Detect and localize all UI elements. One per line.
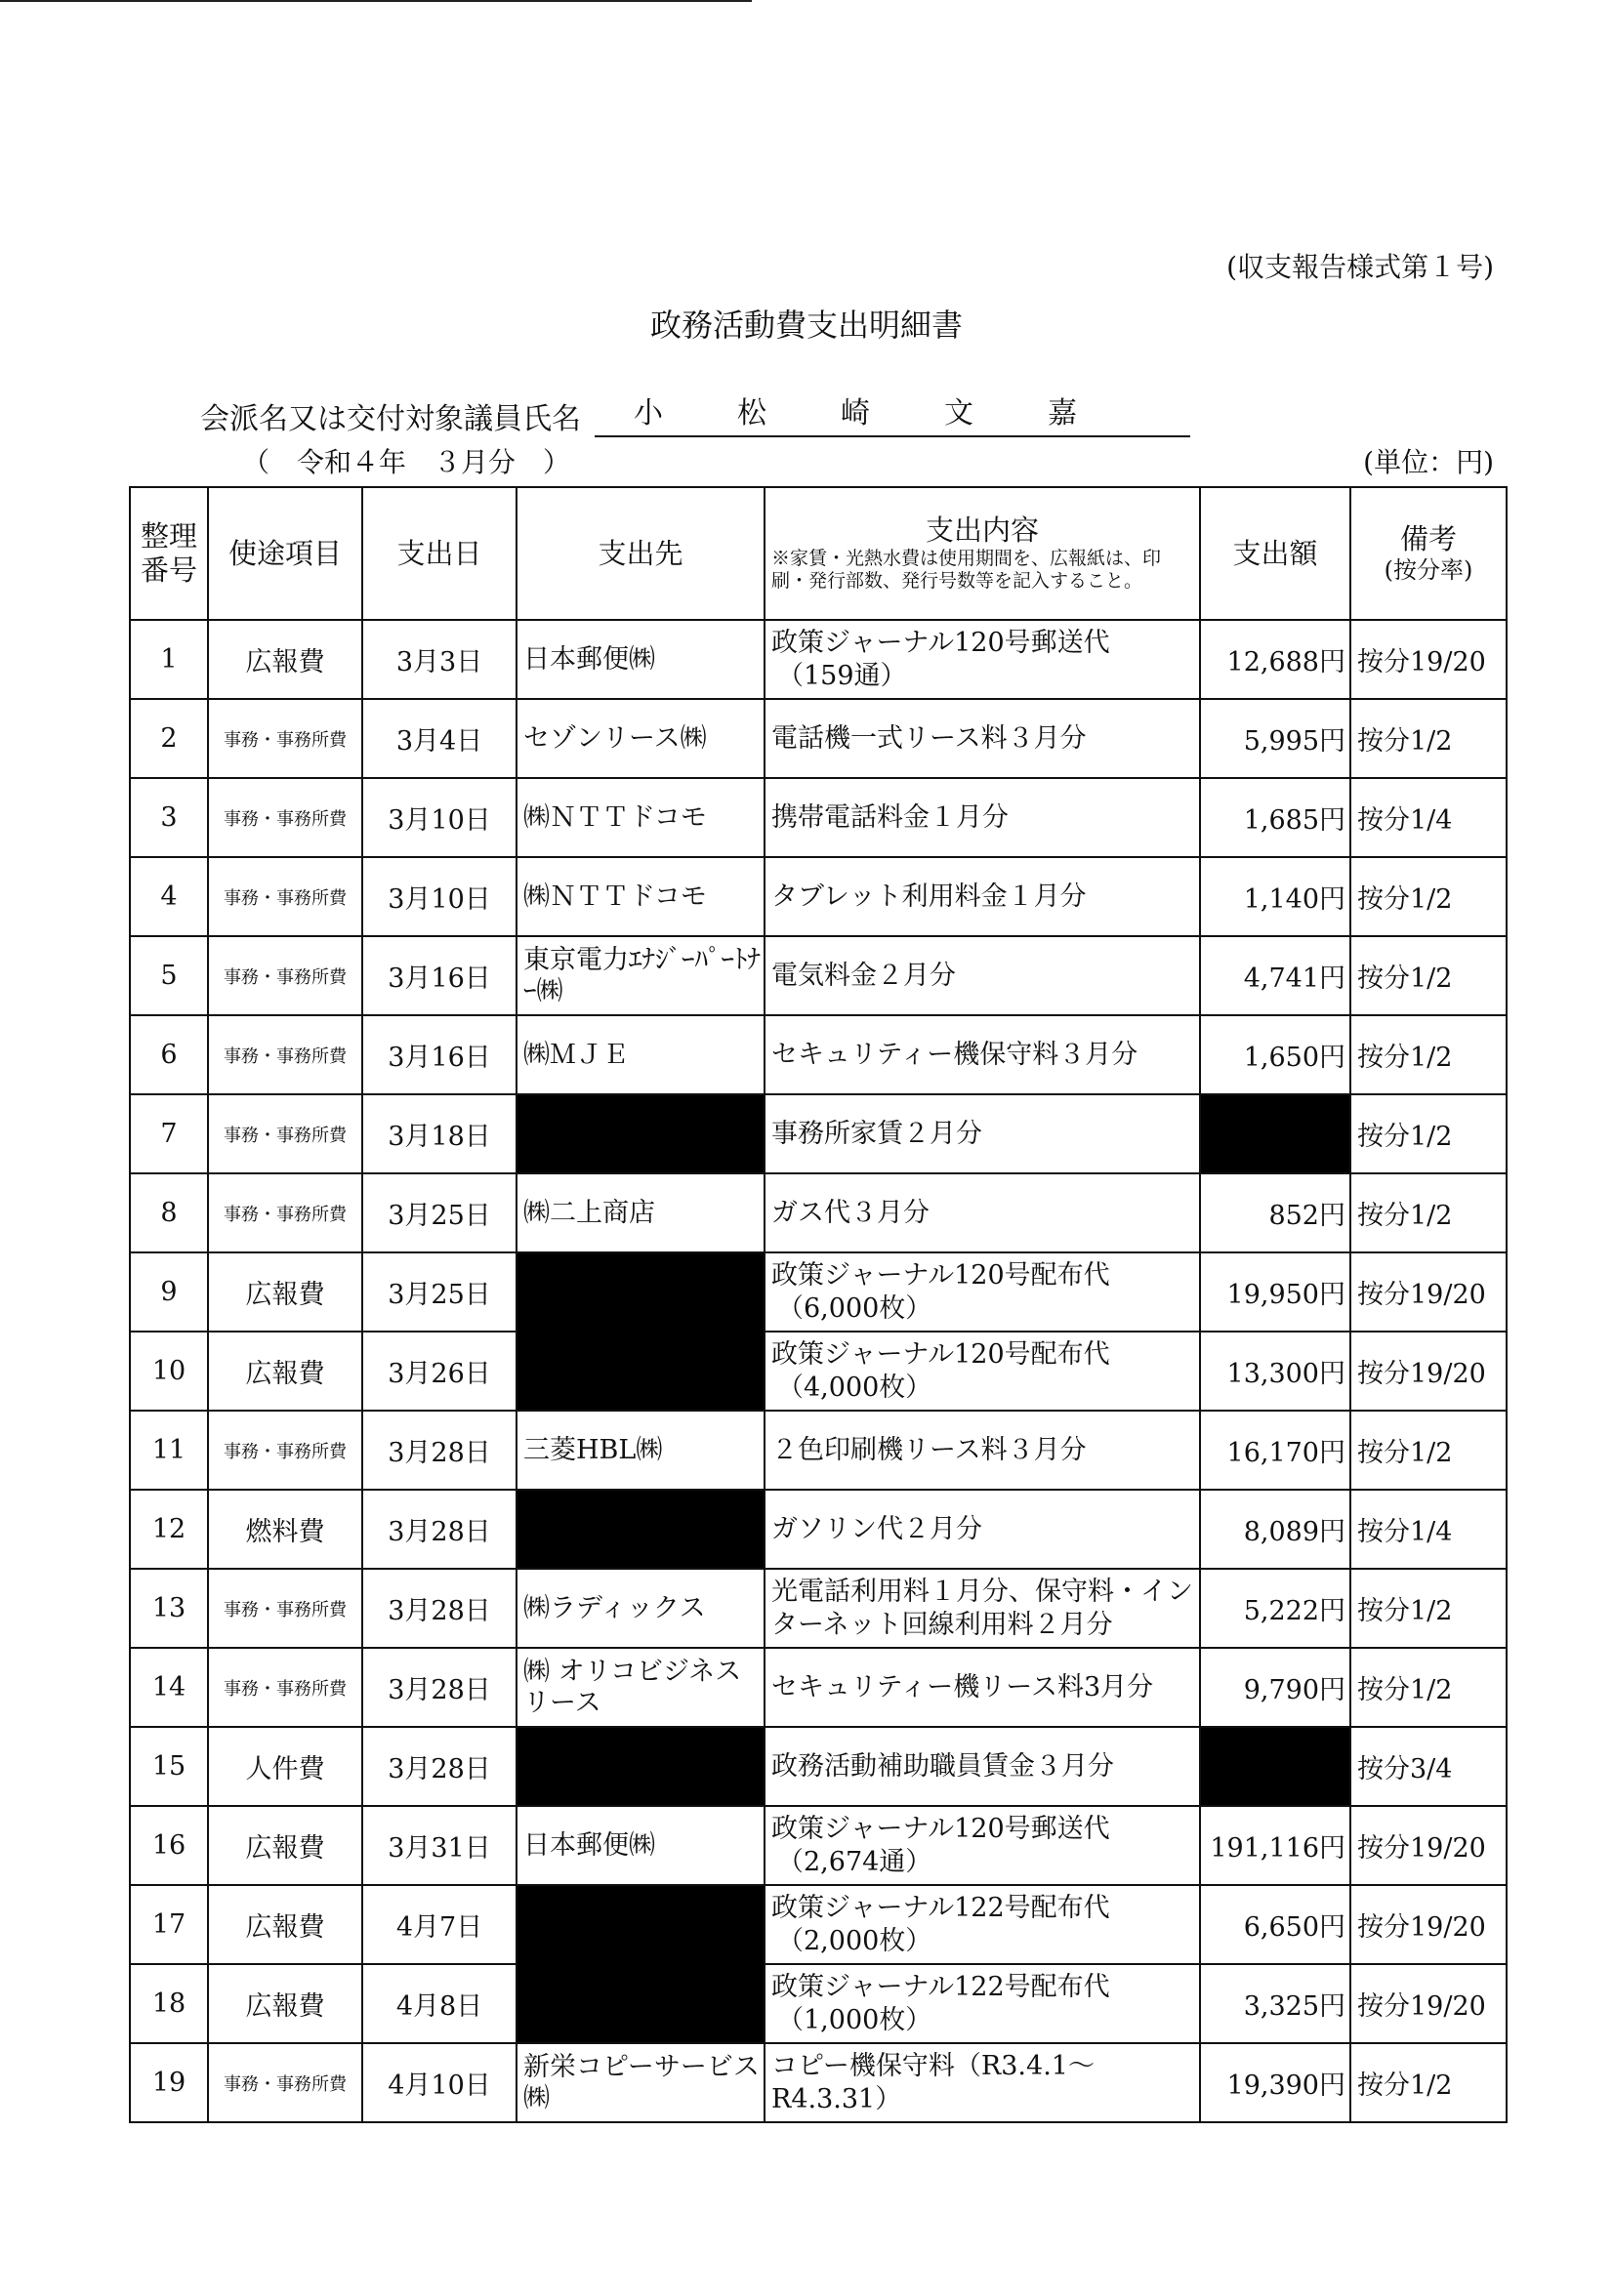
row-amount: 19,390円 — [1200, 2043, 1350, 2122]
row-amount: 852円 — [1200, 1173, 1350, 1252]
row-amount: 1,685円 — [1200, 778, 1350, 857]
table-row — [130, 857, 1507, 936]
row-payee-redacted — [517, 1490, 765, 1569]
row-number: 13 — [130, 1569, 208, 1648]
row-date: 3月4日 — [362, 699, 517, 778]
row-date: 3月10日 — [362, 857, 517, 936]
row-description-line1: ガソリン代２月分 — [771, 1513, 982, 1544]
row-date: 3月16日 — [362, 1015, 517, 1094]
row-date: 4月10日 — [362, 2043, 517, 2122]
row-date: 3月3日 — [362, 620, 517, 699]
row-description — [765, 1015, 1200, 1094]
row-amount: 5,995円 — [1200, 699, 1350, 778]
top-border-line — [0, 0, 752, 2]
row-allocation-note: 按分1/4 — [1350, 778, 1507, 857]
row-payee: セゾンリース㈱ — [517, 699, 765, 778]
row-use-category: 広報費 — [208, 1964, 362, 2043]
row-description-line2: （4,000枚） — [777, 1372, 932, 1403]
row-date: 3月28日 — [362, 1569, 517, 1648]
row-description — [765, 857, 1200, 936]
table-row — [130, 1332, 1507, 1411]
row-date: 3月28日 — [362, 1727, 517, 1806]
row-description — [765, 778, 1200, 857]
row-use-category: 事務・事務所費 — [208, 1015, 362, 1094]
row-number: 18 — [130, 1964, 208, 2043]
row-description — [765, 1252, 1200, 1332]
table-row — [130, 778, 1507, 857]
row-allocation-note: 按分1/4 — [1350, 1490, 1507, 1569]
header-description-note: ※家賃・光熱水費は使用期間を、広報紙は、印刷・発行部数、発行号数等を記入すること。 — [771, 547, 1162, 593]
row-description — [765, 1569, 1200, 1648]
row-description — [765, 699, 1200, 778]
row-use-category: 事務・事務所費 — [208, 2043, 362, 2122]
table-header-row — [130, 487, 1507, 620]
row-payee: ㈱ラディックス — [517, 1569, 765, 1648]
row-use-category: 事務・事務所費 — [208, 1094, 362, 1173]
row-payee: ㈱ オリコビジネスリース — [517, 1648, 765, 1727]
table-row — [130, 1727, 1507, 1806]
row-date: 3月31日 — [362, 1806, 517, 1885]
header-date: 支出日 — [362, 487, 517, 620]
row-description-line1: タブレット利用料金１月分 — [771, 881, 1087, 912]
row-number: 14 — [130, 1648, 208, 1727]
row-description-line1: セキュリティー機保守料３月分 — [771, 1039, 1138, 1070]
row-use-category: 事務・事務所費 — [208, 778, 362, 857]
row-use-category: 事務・事務所費 — [208, 1411, 362, 1490]
row-amount: 8,089円 — [1200, 1490, 1350, 1569]
row-allocation-note: 按分19/20 — [1350, 1332, 1507, 1411]
row-allocation-note: 按分1/2 — [1350, 1569, 1507, 1648]
table-row — [130, 1964, 1507, 2043]
row-allocation-note: 按分1/2 — [1350, 1015, 1507, 1094]
row-use-category: 事務・事務所費 — [208, 936, 362, 1015]
row-allocation-note: 按分1/2 — [1350, 2043, 1507, 2122]
row-use-category: 広報費 — [208, 1806, 362, 1885]
row-allocation-note: 按分1/2 — [1350, 1094, 1507, 1173]
row-description — [765, 620, 1200, 699]
member-name-row — [200, 389, 1190, 437]
row-amount: 4,741円 — [1200, 936, 1350, 1015]
header-note-line1: 備考 — [1399, 522, 1457, 556]
row-description-line1: 電話機一式リース料３月分 — [771, 722, 1087, 754]
row-allocation-note: 按分1/2 — [1350, 857, 1507, 936]
row-number: 1 — [130, 620, 208, 699]
row-allocation-note: 按分19/20 — [1350, 620, 1507, 699]
row-date: 3月28日 — [362, 1490, 517, 1569]
row-payee-redacted — [517, 1252, 765, 1411]
row-number: 19 — [130, 2043, 208, 2122]
row-date: 3月28日 — [362, 1411, 517, 1490]
row-use-category: 事務・事務所費 — [208, 1648, 362, 1727]
row-amount-redacted — [1200, 1094, 1350, 1173]
row-date: 3月10日 — [362, 778, 517, 857]
member-name-value: 小松崎文嘉 — [595, 389, 1190, 437]
table-row — [130, 1252, 1507, 1332]
row-number: 4 — [130, 857, 208, 936]
row-description-line1: 電気料金２月分 — [771, 960, 956, 991]
table-row — [130, 1015, 1507, 1094]
row-allocation-note: 按分19/20 — [1350, 1252, 1507, 1332]
row-payee-redacted — [517, 1885, 765, 2043]
row-description — [765, 1411, 1200, 1490]
row-number: 5 — [130, 936, 208, 1015]
row-use-category: 燃料費 — [208, 1490, 362, 1569]
row-number: 16 — [130, 1806, 208, 1885]
document-title: 政務活動費支出明細書 — [649, 307, 963, 344]
row-payee: 東京電力ｴﾅｼﾞｰﾊﾟｰﾄﾅｰ㈱ — [517, 936, 765, 1015]
row-description-line1: 政策ジャーナル120号配布代 — [771, 1259, 1110, 1291]
row-description — [765, 1094, 1200, 1173]
row-payee: 日本郵便㈱ — [517, 1806, 765, 1885]
row-amount: 9,790円 — [1200, 1648, 1350, 1727]
row-date: 3月25日 — [362, 1173, 517, 1252]
row-use-category: 広報費 — [208, 1885, 362, 1964]
header-number-line1: 整理 — [140, 519, 197, 554]
row-date: 4月7日 — [362, 1885, 517, 1964]
row-number: 15 — [130, 1727, 208, 1806]
row-description — [765, 1885, 1200, 1964]
row-description-line1: 政策ジャーナル122号配布代 — [771, 1971, 1110, 2002]
row-allocation-note: 按分19/20 — [1350, 1806, 1507, 1885]
row-description — [765, 1648, 1200, 1727]
row-use-category: 人件費 — [208, 1727, 362, 1806]
row-payee: 三菱HBL㈱ — [517, 1411, 765, 1490]
row-date: 4月8日 — [362, 1964, 517, 2043]
row-number: 12 — [130, 1490, 208, 1569]
row-amount: 1,140円 — [1200, 857, 1350, 936]
row-number: 9 — [130, 1252, 208, 1332]
row-allocation-note: 按分1/2 — [1350, 1648, 1507, 1727]
row-date: 3月16日 — [362, 936, 517, 1015]
row-description — [765, 1173, 1200, 1252]
row-use-category: 広報費 — [208, 1252, 362, 1332]
header-amount: 支出額 — [1200, 487, 1350, 620]
row-payee: ㈱ＭＪＥ — [517, 1015, 765, 1094]
row-description-line1: 事務所家賃２月分 — [771, 1118, 982, 1149]
row-amount: 191,116円 — [1200, 1806, 1350, 1885]
row-number: 2 — [130, 699, 208, 778]
row-amount: 1,650円 — [1200, 1015, 1350, 1094]
row-number: 3 — [130, 778, 208, 857]
expense-table — [129, 486, 1508, 2123]
table-row — [130, 699, 1507, 778]
currency-unit: (単位：円) — [1363, 446, 1494, 478]
row-amount: 13,300円 — [1200, 1332, 1350, 1411]
header-number-line2: 番号 — [140, 554, 197, 587]
table-row — [130, 620, 1507, 699]
header-payee: 支出先 — [517, 487, 765, 620]
row-payee-redacted — [517, 1727, 765, 1806]
row-use-category: 広報費 — [208, 1332, 362, 1411]
row-date: 3月28日 — [362, 1648, 517, 1727]
row-amount: 6,650円 — [1200, 1885, 1350, 1964]
row-allocation-note: 按分19/20 — [1350, 1885, 1507, 1964]
row-description-line2: （1,000枚） — [777, 2004, 932, 2035]
table-row — [130, 1490, 1507, 1569]
header-description-title: 支出内容 — [925, 512, 1039, 547]
row-number: 8 — [130, 1173, 208, 1252]
header-use: 使途項目 — [208, 487, 362, 620]
row-amount: 12,688円 — [1200, 620, 1350, 699]
row-amount-redacted — [1200, 1727, 1350, 1806]
row-date: 3月25日 — [362, 1252, 517, 1332]
header-note — [1350, 487, 1507, 620]
row-payee: ㈱ＮＴＴドコモ — [517, 857, 765, 936]
member-name-label: 会派名又は交付対象議員氏名 — [200, 402, 581, 436]
row-allocation-note: 按分1/2 — [1350, 1411, 1507, 1490]
row-description-line1: 政策ジャーナル120号郵送代 — [771, 627, 1110, 658]
row-description — [765, 936, 1200, 1015]
row-description — [765, 2043, 1200, 2122]
row-allocation-note: 按分1/2 — [1350, 699, 1507, 778]
row-use-category: 広報費 — [208, 620, 362, 699]
row-date: 3月18日 — [362, 1094, 517, 1173]
row-number: 10 — [130, 1332, 208, 1411]
row-description-line1: 政策ジャーナル120号配布代 — [771, 1338, 1110, 1370]
row-description-line1: 政策ジャーナル120号郵送代 — [771, 1813, 1110, 1844]
table-row — [130, 1094, 1507, 1173]
row-description-line2: （6,000枚） — [777, 1292, 932, 1324]
table-row — [130, 936, 1507, 1015]
row-number: 6 — [130, 1015, 208, 1094]
row-use-category: 事務・事務所費 — [208, 1173, 362, 1252]
row-description-line1: 光電話利用料１月分、保守料・インターネット回線利用料２月分 — [771, 1576, 1193, 1640]
row-amount: 3,325円 — [1200, 1964, 1350, 2043]
row-description-line1: セキュリティー機リース料3月分 — [771, 1671, 1154, 1702]
table-row — [130, 1806, 1507, 1885]
row-use-category: 事務・事務所費 — [208, 1569, 362, 1648]
row-amount: 16,170円 — [1200, 1411, 1350, 1490]
row-description-line1: ２色印刷機リース料３月分 — [771, 1434, 1087, 1465]
row-number: 17 — [130, 1885, 208, 1964]
table-row — [130, 1885, 1507, 1964]
row-description-line2: （159通） — [777, 660, 907, 691]
row-description-line1: 政策ジャーナル122号配布代 — [771, 1892, 1110, 1923]
row-payee: 日本郵便㈱ — [517, 620, 765, 699]
row-number: 11 — [130, 1411, 208, 1490]
row-amount: 19,950円 — [1200, 1252, 1350, 1332]
row-description-line2: （2,000枚） — [777, 1925, 932, 1956]
row-allocation-note: 按分3/4 — [1350, 1727, 1507, 1806]
row-use-category: 事務・事務所費 — [208, 699, 362, 778]
row-description — [765, 1490, 1200, 1569]
row-description-line1: コピー機保守料（R3.4.1～R4.3.31） — [771, 2050, 1095, 2114]
table-row — [130, 1411, 1507, 1490]
row-date: 3月26日 — [362, 1332, 517, 1411]
header-description — [765, 487, 1200, 620]
row-description — [765, 1332, 1200, 1411]
table-row — [130, 1569, 1507, 1648]
table-row — [130, 1648, 1507, 1727]
form-number: (収支報告様式第１号) — [1226, 251, 1494, 283]
header-note-line2: (按分率) — [1384, 556, 1473, 584]
row-number: 7 — [130, 1094, 208, 1173]
row-allocation-note: 按分1/2 — [1350, 1173, 1507, 1252]
row-payee: ㈱ＮＴＴドコモ — [517, 778, 765, 857]
row-description-line2: （2,674通） — [777, 1846, 932, 1877]
row-use-category: 事務・事務所費 — [208, 857, 362, 936]
header-number — [130, 487, 208, 620]
row-description — [765, 1727, 1200, 1806]
row-description — [765, 1806, 1200, 1885]
row-amount: 5,222円 — [1200, 1569, 1350, 1648]
row-description — [765, 1964, 1200, 2043]
table-row — [130, 1173, 1507, 1252]
row-payee: ㈱二上商店 — [517, 1173, 765, 1252]
row-payee: 新栄コピーサービス㈱ — [517, 2043, 765, 2122]
row-payee-redacted — [517, 1094, 765, 1173]
row-description-line1: 携帯電話料金１月分 — [771, 801, 1009, 833]
row-description-line1: ガス代３月分 — [771, 1197, 930, 1228]
row-allocation-note: 按分1/2 — [1350, 936, 1507, 1015]
row-description-line1: 政務活動補助職員賃金３月分 — [771, 1750, 1114, 1782]
row-allocation-note: 按分19/20 — [1350, 1964, 1507, 2043]
report-period: （ 令和４年 ３月分 ） — [242, 446, 571, 478]
table-row — [130, 2043, 1507, 2122]
